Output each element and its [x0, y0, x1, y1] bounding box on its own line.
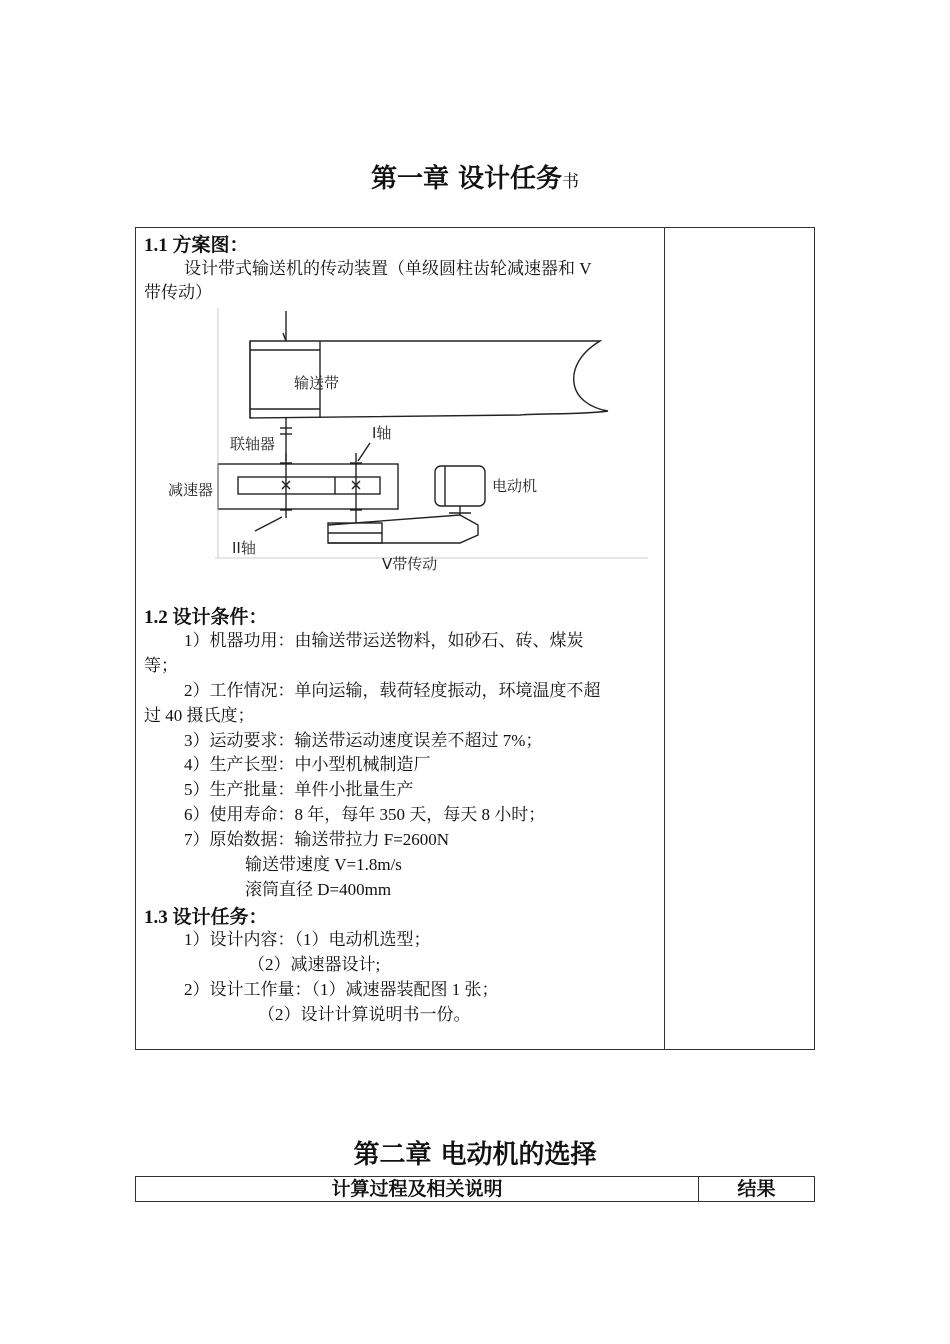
- task-line: 1）设计内容：（1）电动机选型；: [184, 930, 431, 949]
- chapter1-title: [0, 158, 950, 195]
- section-1-2-heading: 1.2 设计条件：: [144, 607, 268, 628]
- task-line: （2）减速器设计;: [248, 955, 381, 974]
- condition-line: 滚筒直径 D=400mm: [245, 880, 392, 899]
- condition-line: 5）生产批量：单件小批量生产: [184, 780, 414, 799]
- transmission-diagram: [160, 303, 660, 578]
- label-shaft-1: I轴: [372, 424, 392, 442]
- condition-line: 2）工作情况：单向运输，载荷轻度振动，环境温度不超: [184, 681, 601, 700]
- section-1-3-heading: 1.3 设计任务：: [144, 907, 268, 928]
- section-1-1-intro-line2: 带传动）: [144, 283, 212, 302]
- section-1-1-heading: 1.1 方案图：: [144, 235, 249, 256]
- result-table-header: [135, 1176, 815, 1202]
- condition-line: 等；: [144, 656, 178, 675]
- condition-line: 7）原始数据：输送带拉力 F=2600N: [184, 830, 450, 849]
- table-column-divider: [664, 228, 665, 1049]
- label-v-belt: V带传动: [382, 555, 438, 573]
- condition-line: 6）使用寿命：8 年，每年 350 天，每天 8 小时；: [184, 805, 546, 824]
- column-header-result: 结果: [737, 1178, 776, 1200]
- condition-line: 输送带速度 V=1.8m/s: [245, 855, 402, 874]
- task-line: 2）设计工作量：（1）减速器装配图 1 张；: [184, 980, 499, 999]
- column-header-process: 计算过程及相关说明: [331, 1178, 503, 1200]
- condition-line: 过 40 摄氏度；: [144, 706, 255, 725]
- label-coupling: 联轴器: [230, 435, 276, 453]
- label-shaft-2: II轴: [232, 539, 256, 557]
- chapter2-title: 第二章 电动机的选择: [353, 1140, 597, 1170]
- chapter1-title-main: 第一章 设计任务: [370, 164, 563, 194]
- chapter1-title-tail: 书: [562, 172, 580, 192]
- label-reducer: 减速器: [168, 481, 214, 499]
- section-1-1-intro-line1: 设计带式输送机的传动装置（单级圆柱齿轮减速器和 V: [184, 259, 592, 278]
- condition-line: 3）运动要求：输送带运动速度误差不超过 7%；: [184, 731, 543, 750]
- label-motor: 电动机: [492, 477, 538, 495]
- condition-line: 1）机器功用：由输送带运送物料，如砂石、砖、煤炭: [184, 631, 584, 650]
- task-line: （2）设计计算说明书一份。: [258, 1005, 471, 1024]
- label-conveyor-belt: 输送带: [294, 374, 340, 392]
- condition-line: 4）生产长型：中小型机械制造厂: [184, 755, 431, 774]
